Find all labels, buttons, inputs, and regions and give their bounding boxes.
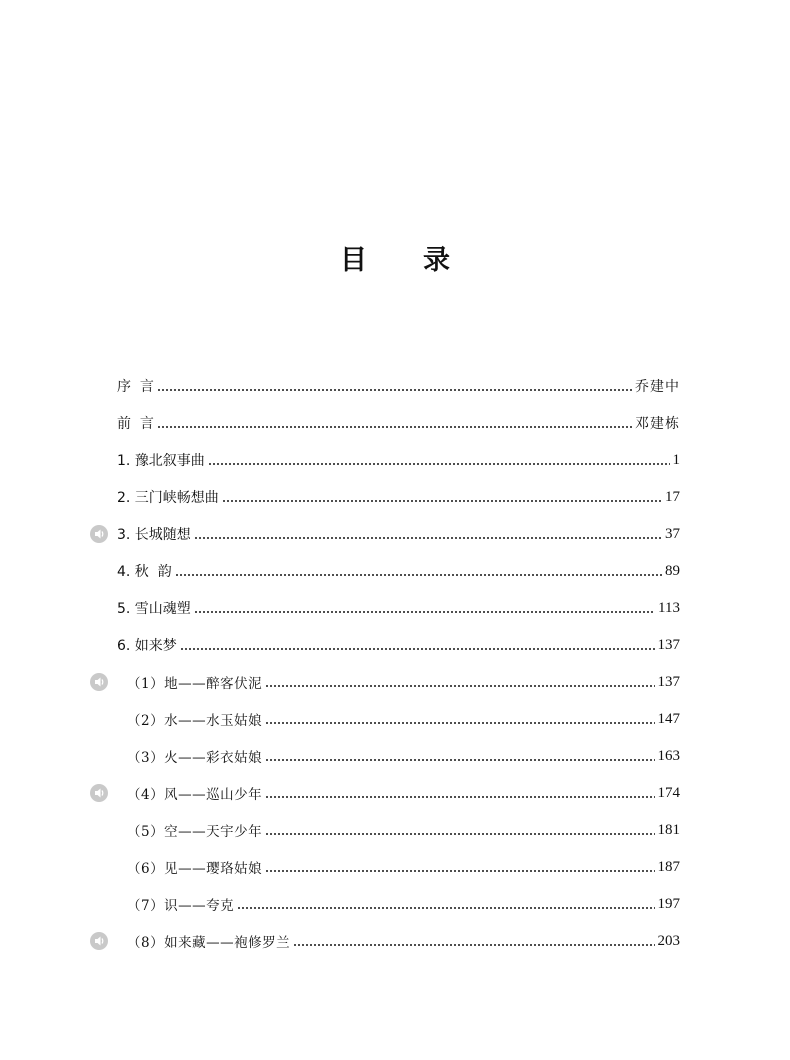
toc-row <box>0 744 790 768</box>
toc-row <box>0 670 790 694</box>
title-char-1: 目 <box>340 245 367 276</box>
toc-entry-title: （1）地——醉客伏泥 <box>127 676 263 692</box>
toc-entry-page-number: 163 <box>657 747 680 764</box>
dot-leader <box>265 781 654 805</box>
toc-row <box>0 855 790 879</box>
toc-entry-title: 1. 豫北叙事曲 <box>117 453 205 469</box>
toc-row <box>0 522 790 546</box>
toc-row <box>0 707 790 731</box>
toc-entry[interactable] <box>117 596 680 620</box>
speaker-icon[interactable] <box>90 673 108 691</box>
toc-row <box>0 485 790 509</box>
toc-entry-author: 乔建中 <box>635 380 680 395</box>
toc-entry-title: （5）空——天宇少年 <box>127 824 263 840</box>
toc-row <box>0 633 790 657</box>
dot-leader <box>222 485 662 509</box>
toc-entry[interactable] <box>127 892 680 916</box>
toc-entry[interactable] <box>127 670 680 694</box>
toc-entry-title: （7）识——夸克 <box>127 898 235 914</box>
toc-row <box>0 448 790 472</box>
toc-row <box>0 929 790 953</box>
title-char-2: 录 <box>423 245 450 276</box>
dot-leader <box>265 707 654 731</box>
toc-entry-title: 6. 如来梦 <box>117 638 177 654</box>
dot-leader <box>265 744 654 768</box>
toc-entry-title: （3）火——彩衣姑娘 <box>127 750 263 766</box>
toc-entry-page-number: 113 <box>658 599 680 616</box>
dot-leader <box>157 374 632 398</box>
dot-leader <box>194 522 662 546</box>
toc-entry[interactable] <box>127 707 680 731</box>
dot-leader <box>237 892 654 916</box>
speaker-icon[interactable] <box>90 784 108 802</box>
toc-row <box>0 892 790 916</box>
dot-leader <box>175 559 662 583</box>
dot-leader <box>265 670 654 694</box>
toc-entry[interactable] <box>127 781 680 805</box>
toc-row <box>0 818 790 842</box>
toc-entry-page-number: 1 <box>672 451 680 468</box>
toc-row <box>0 411 790 435</box>
dot-leader <box>180 633 655 657</box>
toc-entry[interactable] <box>127 929 680 953</box>
toc-row <box>0 781 790 805</box>
toc-row <box>0 596 790 620</box>
dot-leader <box>293 929 654 953</box>
toc-entry[interactable] <box>127 818 680 842</box>
toc-entry-page-number: 37 <box>665 525 680 542</box>
toc-entry[interactable] <box>117 522 680 546</box>
dot-leader <box>265 818 654 842</box>
toc-entry-page-number: 17 <box>665 488 680 505</box>
toc-entry-page-number: 147 <box>657 710 680 727</box>
toc-entry-title: 前 言 <box>117 416 154 432</box>
toc-entry[interactable] <box>127 744 680 768</box>
toc-entry[interactable] <box>117 633 680 657</box>
toc-entry-page-number: 174 <box>657 784 680 801</box>
dot-leader <box>265 855 654 879</box>
toc-entry-page-number: 203 <box>657 932 680 949</box>
toc-entry-title: （8）如来藏——袍修罗兰 <box>127 935 291 951</box>
toc-row <box>0 374 790 398</box>
toc-entry-page-number: 197 <box>657 895 680 912</box>
toc-entry-title: 5. 雪山魂塑 <box>117 601 191 617</box>
toc-entry[interactable] <box>117 559 680 583</box>
toc-entry-title: 3. 长城随想 <box>117 527 191 543</box>
dot-leader <box>157 411 632 435</box>
toc-entry-page-number: 137 <box>657 673 680 690</box>
dot-leader <box>208 448 670 472</box>
toc-entry-page-number: 181 <box>657 821 680 838</box>
toc-entry-title: （2）水——水玉姑娘 <box>127 713 263 729</box>
toc-entry[interactable] <box>127 855 680 879</box>
speaker-icon[interactable] <box>90 525 108 543</box>
toc-entry-page-number: 89 <box>665 562 680 579</box>
toc-entry-title: （4）风——巡山少年 <box>127 787 263 803</box>
toc-entry[interactable] <box>117 448 680 472</box>
toc-entry[interactable] <box>117 411 680 435</box>
toc-entry-page-number: 187 <box>657 858 680 875</box>
dot-leader <box>194 596 655 620</box>
toc-row <box>0 559 790 583</box>
toc-entry-title: 2. 三门峡畅想曲 <box>117 490 219 506</box>
toc-entry-title: （6）见——璎珞姑娘 <box>127 861 263 877</box>
toc-entry[interactable] <box>117 374 680 398</box>
toc-entry[interactable] <box>117 485 680 509</box>
speaker-icon[interactable] <box>90 932 108 950</box>
toc-entry-title: 4. 秋 韵 <box>117 564 172 580</box>
toc-entry-page-number: 137 <box>657 636 680 653</box>
page-title <box>0 238 790 277</box>
toc-entry-title: 序 言 <box>117 379 154 395</box>
toc-entry-author: 邓建栋 <box>635 417 680 432</box>
